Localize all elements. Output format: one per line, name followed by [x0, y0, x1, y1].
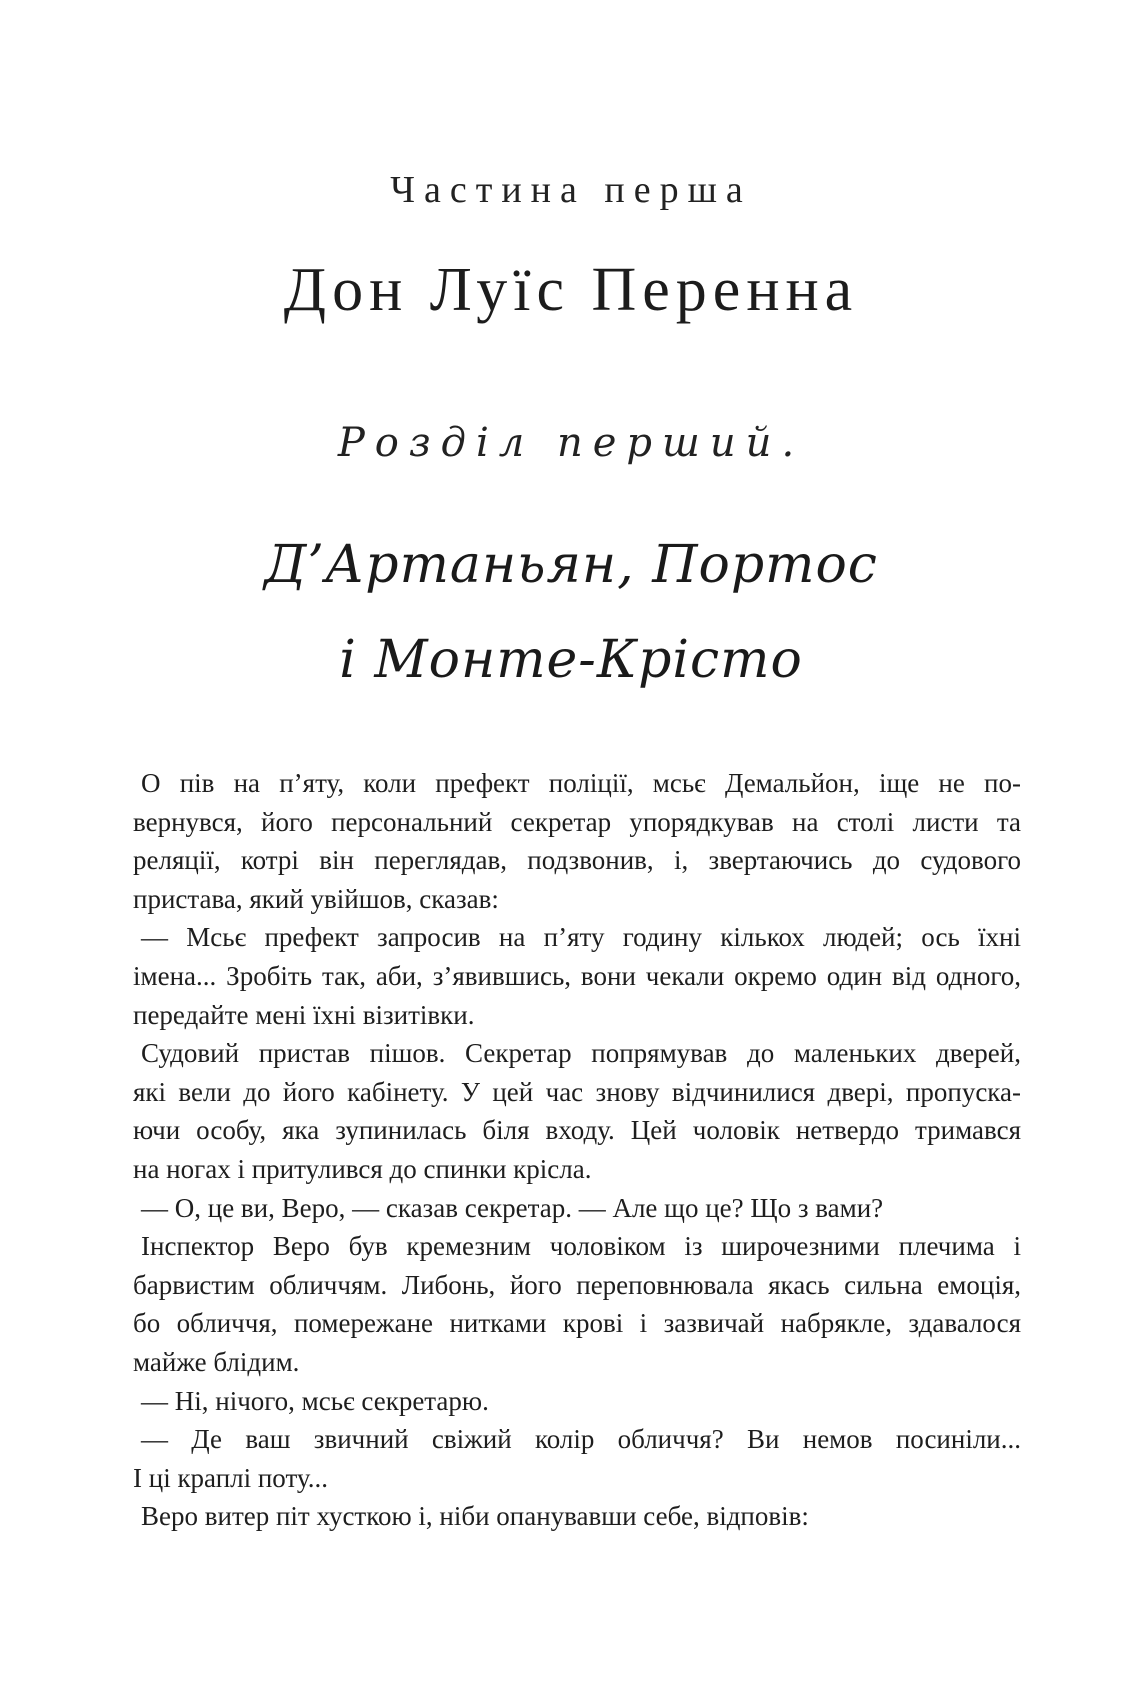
text-line: ючи особу, яка зупинилась біля входу. Цей чоловік нетвердо тримався [133, 1115, 1021, 1146]
text-line: які вели до його кабінету. У цей час знову відчинилися двері, пропуска- [133, 1076, 1021, 1107]
text-line: передайте мені їхні візитівки. [133, 999, 475, 1030]
part-label: Частина перша [390, 169, 752, 211]
text-line: майже блідим. [133, 1346, 300, 1377]
text-line: І ці краплі поту... [133, 1462, 328, 1493]
text-line: вернувся, його персональний секретар упорядкував на столі листи та [133, 806, 1021, 837]
text-line: — Де ваш звичний свіжий колір обличчя? Ви немов посиніли... [141, 1424, 1021, 1455]
text-line: барвистим обличчям. Либонь, його переповнювала якась сильна емоція, [133, 1269, 1021, 1300]
chapter-title-line-1: Д’Артаньян, Портос [264, 535, 878, 595]
text-line: на ногах і притулився до спинки крісла. [133, 1153, 592, 1184]
text-line: — Мсьє префект запросив на п’яту годину кількох людей; ось їхні [141, 922, 1021, 953]
text-line: О пів на п’яту, коли префект поліції, мсьє Демальйон, іще не по- [141, 768, 1021, 798]
text-line: пристава, який увійшов, сказав: [133, 883, 499, 914]
text-line: імена... Зробіть так, аби, з’явившись, вони чекали окремо один від одного, [133, 960, 1021, 991]
text-line: — О, це ви, Веро, — сказав секретар. — Але що це? Що з вами? [141, 1192, 884, 1223]
text-line: Судовий пристав пішов. Секретар попрямував до маленьких дверей, [141, 1038, 1021, 1069]
text-line: Веро витер піт хусткою і, ніби опанувавши себе, відповів: [141, 1501, 809, 1532]
text-line: — Ні, нічого, мсьє секретарю. [141, 1385, 489, 1416]
chapter-title-line-2: і Монте-Крісто [339, 630, 803, 690]
chapter-body-text [133, 764, 1021, 1536]
chapter-label: Розділ перший. [337, 420, 805, 466]
text-line: Інспектор Веро був кремезним чоловіком із широчезними плечима і [141, 1231, 1021, 1262]
part-title: Дон Луїс Перенна [283, 256, 859, 324]
text-line: бо обличчя, помережане нитками крові і зазвичай набрякле, здавалося [133, 1308, 1021, 1339]
text-line: реляції, котрі він переглядав, подзвонив, і, звертаючись до судового [133, 845, 1021, 876]
